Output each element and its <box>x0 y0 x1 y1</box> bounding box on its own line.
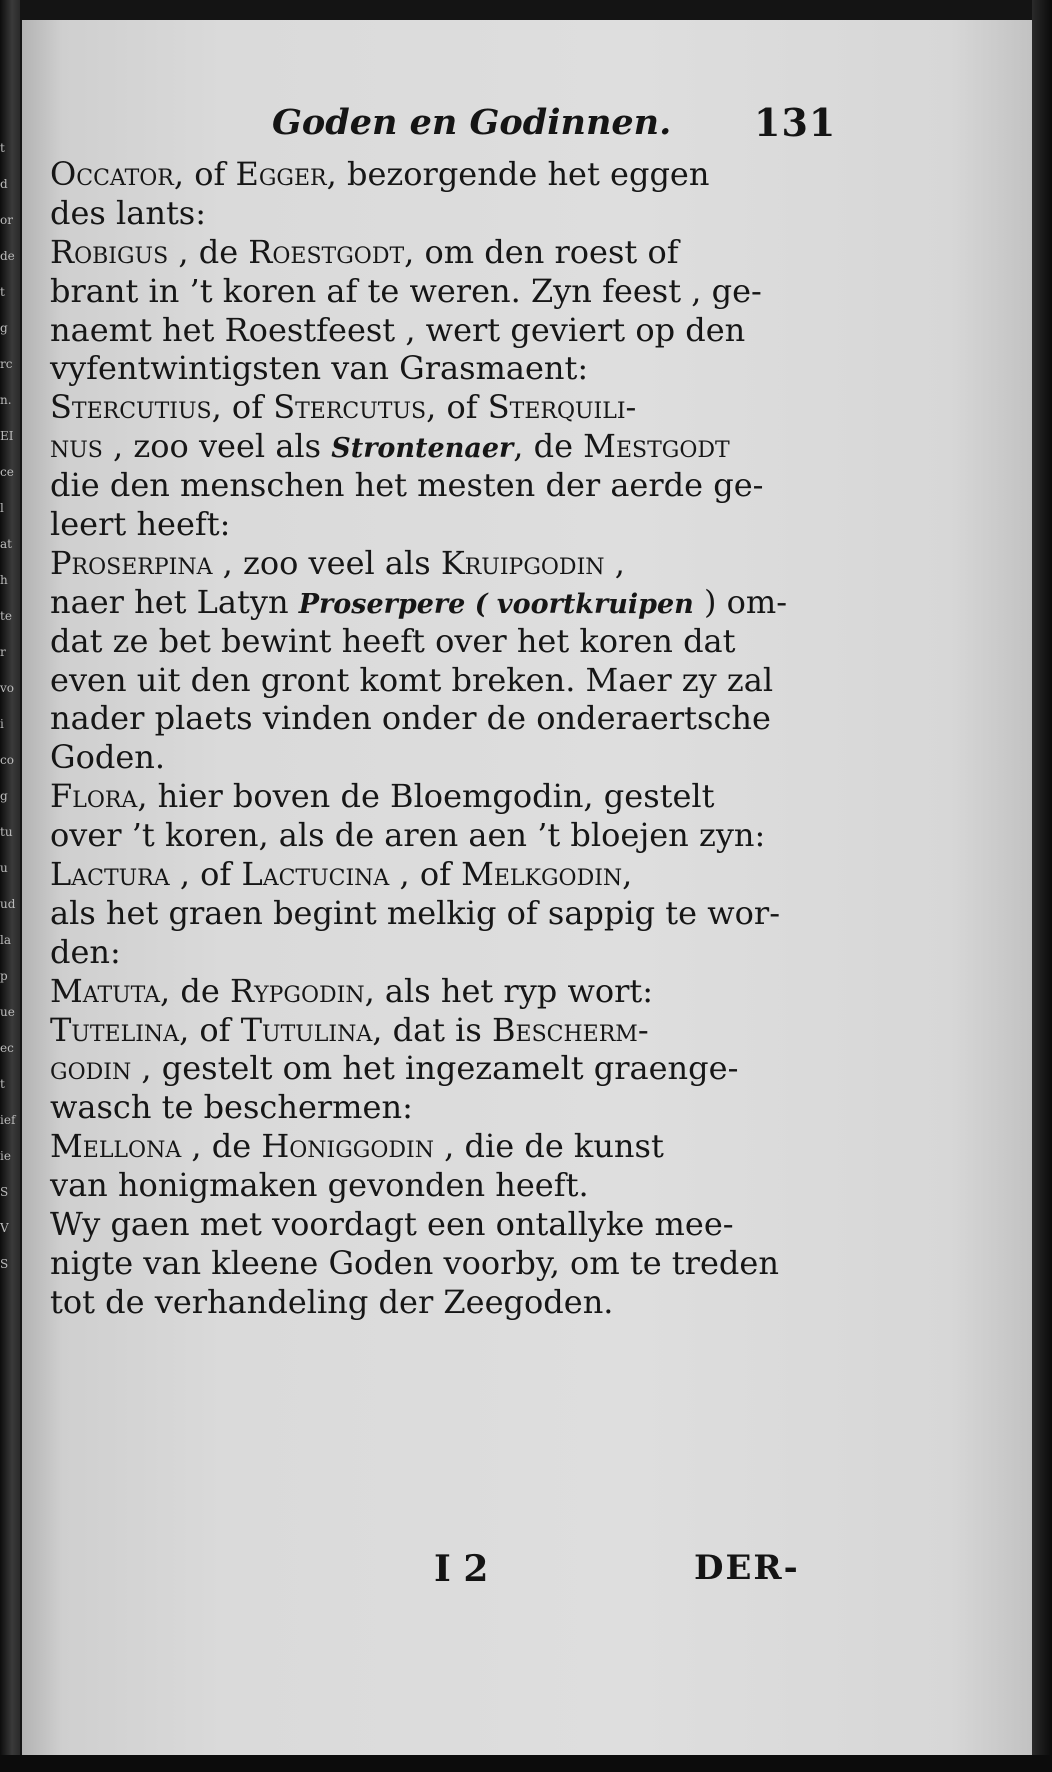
deity-name: Mellona <box>50 1127 182 1166</box>
deity-name: Tutelina <box>50 1010 180 1049</box>
text-segment: dat ze bet bewint heeft over het koren dat <box>50 621 736 660</box>
text-segment: , de <box>181 1127 262 1166</box>
text-segment: wasch te beschermen: <box>50 1088 413 1127</box>
text-line <box>50 777 850 816</box>
text-segment: , <box>604 543 625 582</box>
deity-name: nus <box>50 427 103 466</box>
text-segment: , de <box>160 971 230 1010</box>
deity-name: Mestgodt <box>583 427 730 466</box>
margin-fragment: ud <box>0 897 16 911</box>
text-line <box>50 466 850 505</box>
text-line <box>50 972 850 1011</box>
margin-fragment: cog <box>0 753 14 803</box>
page-header <box>22 102 1032 158</box>
right-page-edge <box>1032 0 1052 1772</box>
deity-name: Sterquili- <box>487 388 637 427</box>
text-line <box>50 1244 850 1283</box>
text-segment: , dat is <box>372 1010 492 1049</box>
text-line <box>50 349 850 388</box>
catchword: DER- <box>694 1548 800 1588</box>
text-line <box>50 894 850 933</box>
text-segment: , of <box>173 155 236 193</box>
text-segment: ) om- <box>693 582 788 621</box>
text-segment: , of <box>179 1010 241 1049</box>
text-segment: , als het ryp wort: <box>364 971 654 1010</box>
text-segment: , die de kunst <box>433 1127 664 1166</box>
text-segment: even uit den gront komt breken. Maer zy zal <box>50 660 774 699</box>
text-segment: vyfentwintigsten van Grasmaent: <box>50 349 589 388</box>
deity-name: Stercutius <box>50 388 212 427</box>
signature-mark: I 2 <box>434 1548 489 1590</box>
text-segment: , om den roest of <box>404 232 679 271</box>
margin-fragment: ief <box>0 1113 16 1127</box>
deity-name: Stercutus <box>273 388 427 427</box>
text-line <box>50 699 850 738</box>
margin-fragment: t d <box>0 141 8 191</box>
text-line <box>50 855 850 894</box>
text-line <box>50 311 850 350</box>
deity-name: Melkgodin <box>461 855 623 894</box>
text-segment: leert heeft: <box>50 505 231 544</box>
bottom-page-edge <box>0 1755 1052 1772</box>
text-line <box>50 1283 850 1322</box>
text-line <box>50 388 850 427</box>
text-line <box>50 583 850 622</box>
text-segment: nigte van kleene Goden voorby, om te treden <box>50 1243 779 1282</box>
margin-fragment: ter <box>0 609 12 659</box>
deity-name: Proserpina <box>50 543 213 582</box>
italic-term: Proserpere ( voortkruipen <box>298 588 694 620</box>
text-segment: , bezorgende het eggen <box>326 155 710 193</box>
text-segment: van honigmaken gevonden heeft. <box>50 1166 589 1205</box>
text-segment: naemt het Roestfeest , wert geviert op den <box>50 310 746 349</box>
margin-fragment: S <box>0 1257 9 1271</box>
text-line <box>50 1205 850 1244</box>
text-line <box>50 505 850 544</box>
text-segment: , zoo veel als <box>102 427 332 466</box>
margin-fragment: de <box>0 249 15 263</box>
deity-name: Rypgodin <box>229 971 365 1010</box>
margin-fragment: V <box>0 1221 9 1235</box>
text-line <box>50 427 850 466</box>
deity-name: Tutulina <box>240 1010 373 1049</box>
margin-fragment: or <box>0 213 13 227</box>
margin-fragment: S <box>0 1185 9 1199</box>
text-line <box>50 544 850 583</box>
text-line <box>50 738 850 777</box>
deity-name: Honiggodin <box>261 1127 434 1166</box>
text-segment: tot de verhandeling der Zeegoden. <box>50 1282 614 1321</box>
text-segment: , of <box>169 855 242 894</box>
text-segment: des lants: <box>50 193 206 232</box>
margin-fragment: n. <box>0 393 12 407</box>
text-line <box>50 661 850 700</box>
deity-name: Flora <box>50 777 138 816</box>
margin-fragment: ect <box>0 1041 14 1091</box>
deity-name: Kruipgodin <box>440 543 605 582</box>
text-segment: naer het Latyn <box>50 582 299 621</box>
text-segment: , <box>622 855 633 894</box>
deity-name: Lactura <box>50 855 170 894</box>
deity-name: Egger <box>235 155 327 193</box>
text-segment: , of <box>211 388 274 427</box>
text-line <box>50 933 850 972</box>
text-segment: , zoo veel als <box>212 543 441 582</box>
text-segment: , gestelt om het ingezamelt graenge- <box>131 1049 739 1088</box>
text-segment: brant in ’t koren af te weren. Zyn feest , ge- <box>50 271 762 310</box>
text-line <box>50 1127 850 1166</box>
text-line <box>50 622 850 661</box>
margin-fragment: ie <box>0 1149 11 1163</box>
margin-fragment: EI <box>0 429 14 443</box>
text-line <box>50 1049 850 1088</box>
text-line <box>50 1011 850 1050</box>
page-number: 131 <box>754 100 837 145</box>
text-segment: , of <box>389 855 462 894</box>
text-segment: Goden. <box>50 738 166 777</box>
running-title: Goden en Godinnen. <box>272 102 672 143</box>
text-segment: als het graen begint melkig of sappig te wor- <box>50 893 781 932</box>
deity-name: Robigus <box>50 232 169 271</box>
margin-fragment: ath <box>0 537 12 587</box>
text-segment: , hier boven de Bloemgodin, gestelt <box>137 777 715 816</box>
text-line <box>50 816 850 855</box>
text-segment: , de <box>168 232 249 271</box>
body-text <box>50 155 850 1322</box>
margin-fragment: rc <box>0 357 13 371</box>
deity-name: Lactucina <box>241 855 390 894</box>
italic-term: Strontenaer <box>331 433 514 465</box>
text-segment: den: <box>50 932 121 971</box>
deity-name: Matuta <box>50 971 161 1010</box>
text-segment: , of <box>426 388 488 427</box>
text-segment: over ’t koren, als de aren aen ’t bloejen zyn: <box>50 816 766 855</box>
text-line <box>50 1088 850 1127</box>
text-segment: Wy gaen met voordagt een ontallyke mee- <box>50 1205 734 1244</box>
text-line <box>50 194 850 233</box>
text-segment: die den menschen het mesten der aerde ge- <box>50 466 764 505</box>
margin-fragment: la <box>0 933 11 947</box>
margin-fragment: voi <box>0 681 15 731</box>
margin-fragment: tuu <box>0 825 13 875</box>
margin-fragment: p <box>0 969 8 983</box>
margin-fragment: t g <box>0 285 8 335</box>
text-line <box>50 155 850 194</box>
text-line <box>50 233 850 272</box>
text-segment: nader plaets vinden onder de onderaertsche <box>50 699 771 738</box>
text-line <box>50 272 850 311</box>
margin-fragment: ue <box>0 1005 15 1019</box>
margin-fragment: cel <box>0 465 14 515</box>
previous-page-fragments <box>0 130 16 1282</box>
deity-name: Roestgodt <box>248 232 405 271</box>
deity-name: Occator <box>50 155 174 193</box>
text-line <box>50 1166 850 1205</box>
deity-name: godin <box>50 1049 132 1088</box>
text-segment: , de <box>513 427 584 466</box>
deity-name: Bescherm- <box>492 1010 649 1049</box>
page-sheet <box>22 20 1032 1755</box>
